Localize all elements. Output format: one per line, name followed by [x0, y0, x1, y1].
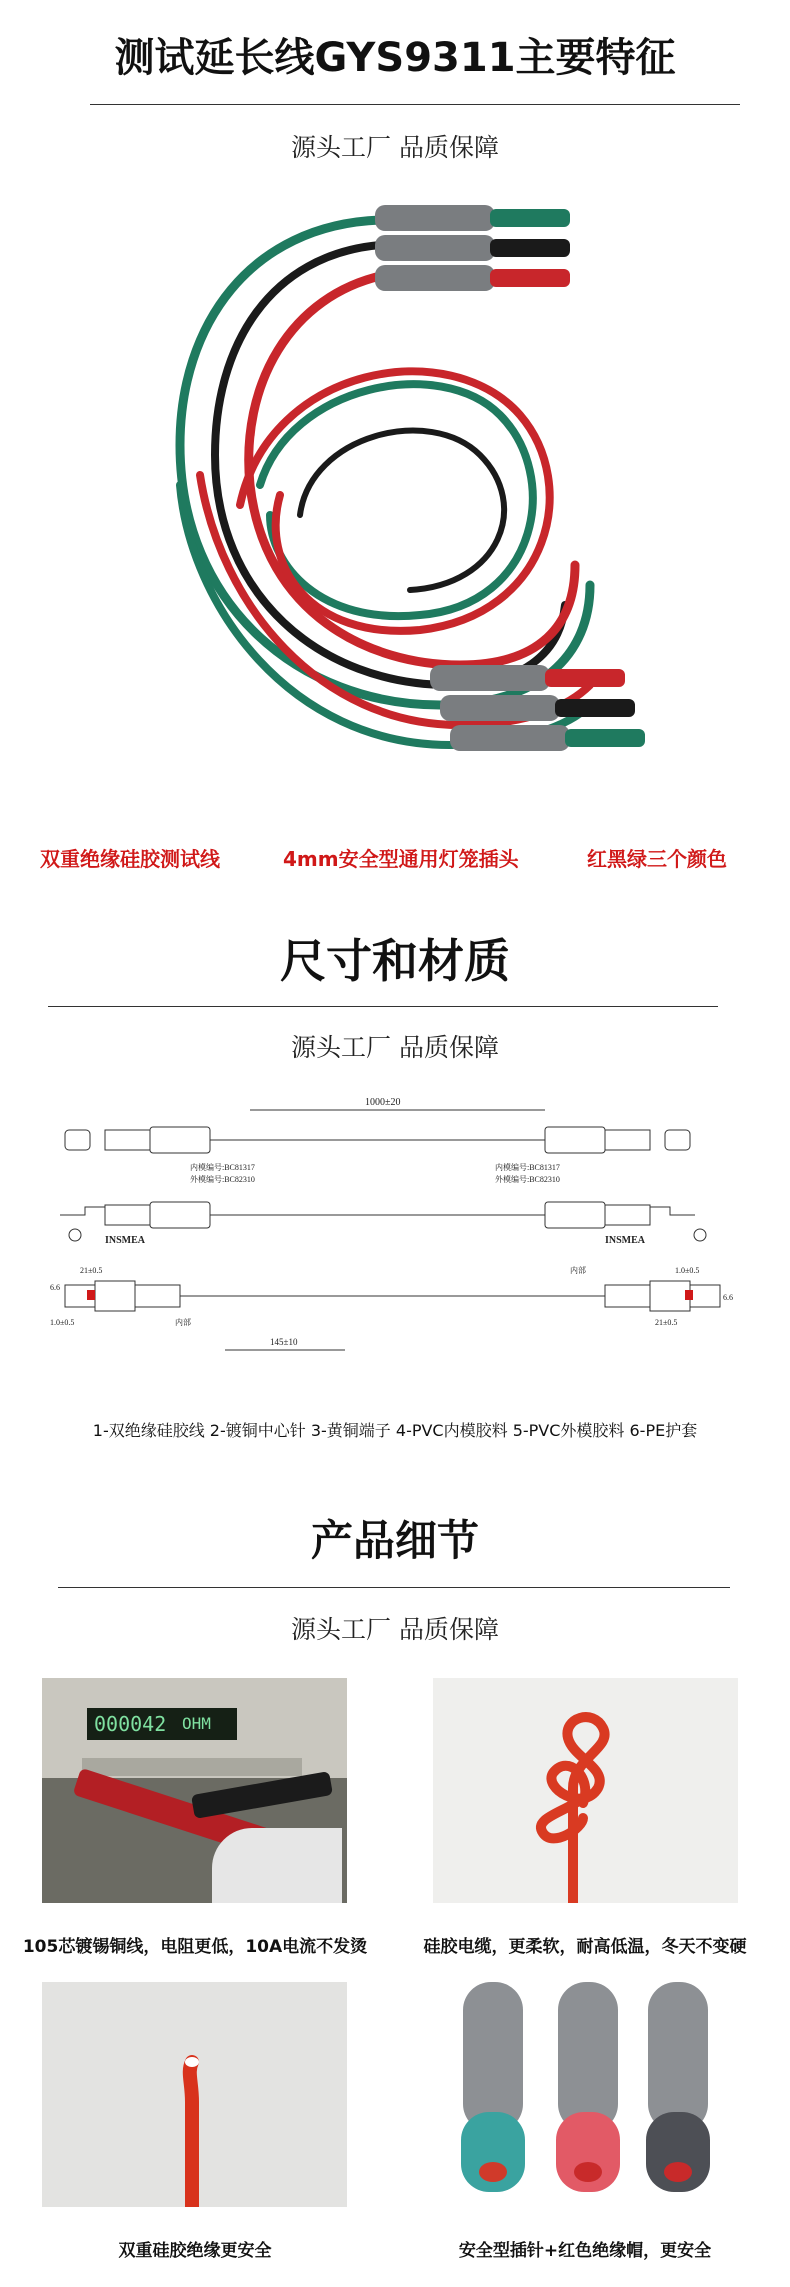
dim-3-right: 6.6	[723, 1293, 733, 1302]
technical-drawing	[45, 1085, 735, 1385]
brand-label-left: INSMEA	[105, 1235, 146, 1246]
bottom-dimension: 145±10	[270, 1337, 298, 1347]
section-subtitle: 源头工厂 品质保障	[291, 133, 499, 162]
dim-3: 6.6	[50, 1283, 60, 1292]
details-divider	[58, 1587, 730, 1588]
caption-silicone-cable: 硅胶电缆，更柔软，耐高低温，冬天不变硬	[423, 1937, 747, 1957]
feature-label-2: 4mm安全型通用灯笼插头	[283, 847, 519, 871]
outer-code-right: 外模编号:BC82310	[495, 1175, 560, 1184]
cable-set-photo	[120, 185, 680, 805]
knotted-cable-photo	[433, 1678, 738, 1903]
section-subtitle: 源头工厂 品质保障	[291, 1615, 499, 1644]
inner-code-right: 内模编号:BC81317	[495, 1163, 560, 1172]
dim-1: 1.0±0.5	[50, 1318, 75, 1327]
dim-1-right: 1.0±0.5	[675, 1266, 700, 1275]
dim-2-right: 21±0.5	[655, 1318, 678, 1327]
meter-reading: 000042	[94, 1712, 167, 1736]
section-title-details: 产品细节	[310, 1516, 479, 1565]
outer-code-left: 外模编号:BC82310	[190, 1175, 255, 1184]
title-divider	[90, 104, 740, 105]
inner-label-right: 内部	[570, 1266, 586, 1275]
dimensions-divider	[48, 1006, 718, 1007]
materials-legend: 1-双绝缘硅胶线 2-镀铜中心针 3-黄铜端子 4-PVC内模胶料 5-PVC外模胶料 6-PE护套	[92, 1421, 698, 1440]
section-subtitle: 源头工厂 品质保障	[291, 1033, 499, 1062]
insulation-photo	[42, 1982, 347, 2207]
meter-unit: OHM	[182, 1714, 211, 1733]
caption-copper-wire: 105芯镀锡铜线，电阻更低，10A电流不发烫	[22, 1937, 368, 1957]
inner-code-left: 内模编号:BC81317	[190, 1163, 255, 1172]
dim-2: 21±0.5	[80, 1266, 103, 1275]
section-title-dimensions: 尺寸和材质	[280, 934, 510, 988]
page-title: 测试延长线GYS9311主要特征	[114, 35, 676, 81]
length-dimension: 1000±20	[365, 1097, 401, 1108]
brand-label-right: INSMEA	[605, 1235, 646, 1246]
feature-label-3: 红黑绿三个颜色	[587, 847, 727, 871]
inner-label-left: 内部	[175, 1318, 191, 1327]
caption-double-insulation: 双重硅胶绝缘更安全	[118, 2241, 272, 2261]
caption-safety-plug: 安全型插针+红色绝缘帽，更安全	[458, 2241, 712, 2261]
feature-label-1: 双重绝缘硅胶测试线	[40, 847, 220, 871]
multimeter-photo	[42, 1678, 347, 1903]
plugs-photo	[433, 1982, 738, 2207]
